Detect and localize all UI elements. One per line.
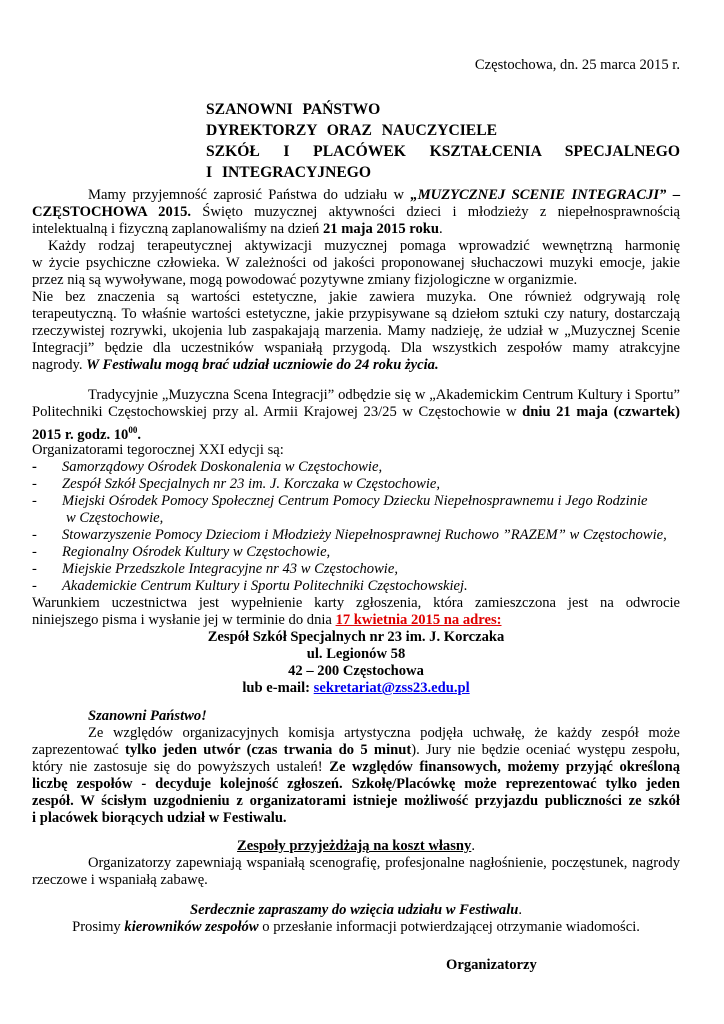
email-link[interactable]: sekretariat@zss23.edu.pl — [313, 680, 470, 696]
deadline-date: 17 kwietnia 2015 na adres: — [335, 612, 502, 628]
intro-line-7: Nie bez znaczenia są wartości estetyczne, jakie zawiera muzyka. One również odgrywają rolę — [32, 289, 680, 305]
addressee-line-2: DYREKTORZY ORAZ NAUCZYCIELE — [206, 122, 497, 139]
intro-line-11: nagrody. W Festiwalu mogą brać udział uczniowie do 24 roku życia. — [32, 357, 439, 373]
organizer-item-continuation: w Częstochowie, — [66, 510, 164, 526]
address-name: Zespół Szkół Specjalnych nr 23 im. J. Korczaka — [207, 629, 505, 645]
intro-line-4: Każdy rodzaj terapeutycznej aktywizacji muzycznej pomaga wprowadzić wewnętrzną harmonię — [48, 238, 680, 254]
costs-heading: Zespoły przyjeżdżają na koszt własny. — [237, 838, 475, 854]
notice-line-1: Ze względów organizacyjnych komisja artystyczna podjęła uchwałę, że każdy zespół może — [88, 725, 680, 741]
festival-date: 21 maja 2015 roku — [322, 221, 440, 237]
notice-line-3: który nie zastosuje się do powyższych ustaleń! Ze względów finansowych, możemy przyjąć określoną — [32, 759, 680, 775]
signature: Organizatorzy — [446, 957, 537, 973]
address-city: 42 – 200 Częstochowa — [288, 663, 424, 679]
notice-line-6: i placówek biorących udział w Festiwalu. — [32, 810, 287, 826]
intro-line-9: rzeczywistej rozrywki, ukojenia lub zaspakajają marzenia. Mamy nadzieję, że udział w „Muzycznej Scenie — [32, 323, 680, 339]
closing-invite: Serdecznie zapraszamy do wzięcia udziału w Festiwalu. — [189, 902, 523, 918]
addressee-line-1: SZANOWNI PAŃSTWO — [206, 101, 381, 118]
venue-line-2: Politechniki Częstochowskiej przy al. Armii Krajowej 23/25 w Częstochowie w dniu 21 maja (czwartek) — [32, 404, 680, 420]
notice-greeting: Szanowni Państwo! — [88, 708, 207, 724]
notice-line-5: zespół. W ścisłym uzgodnieniu z organizatorami istnieje możliwość przyjazdu publiczności ze szkół — [32, 793, 680, 809]
costs-line-1: Organizatorzy zapewniają wspaniałą scenografię, profesjonalne nagłośnienie, poczęstunek, nagrody — [88, 855, 680, 871]
organizer-item: - Zespół Szkół Specjalnych nr 23 im. J. Korczaka w Częstochowie, — [32, 476, 441, 492]
intro-line-5: w życie psychiczne człowieka. W zależności od jakości proponowanej słuchaczowi muzyki emocje, jakie — [32, 255, 680, 271]
addressee-line-3: SZKÓŁ I PLACÓWEK KSZTAŁCENIA SPECJALNEGO — [206, 143, 680, 160]
organizer-item: - Akademickie Centrum Kultury i Sportu Politechniki Częstochowskiej. — [32, 578, 468, 594]
condition-line-1: Warunkiem uczestnictwa jest wypełnienie karty zgłoszenia, która zamieszczona jest na odwrocie — [32, 595, 680, 611]
organizers-heading: Organizatorami tegorocznej XXI edycji są: — [32, 442, 284, 458]
addressee-line-4: I INTEGRACYJNEGO — [206, 164, 371, 181]
organizer-item: - Stowarzyszenie Pomocy Dzieciom i Młodzieży Niepełnosprawnej Ruchowo ”RAZEM” w Częstochowie, — [32, 527, 667, 543]
address-email-line: lub e-mail: sekretariat@zss23.edu.pl — [242, 680, 470, 696]
intro-line-6: przez nią są wywoływane, mogą powodować pozytywne zmiany fizjologiczne w organizmie. — [32, 272, 578, 288]
organizer-item: - Miejski Ośrodek Pomocy Społecznej Centrum Pomocy Dziecku Niepełnosprawnemu i Jego Rodzinie — [32, 493, 648, 509]
closing-request: Prosimy kierowników zespołów o przesłanie informacji potwierdzającej otrzymanie wiadomości. — [72, 919, 640, 935]
organizer-item: - Miejskie Przedszkole Integracyjne nr 43 w Częstochowie, — [32, 561, 398, 577]
intro-line-10: Integracji” będzie dla uczestników wspaniałą przygodą. Dla wszystkich zespołów mamy atrakcyjne — [32, 340, 680, 356]
intro-line-2: CZĘSTOCHOWA 2015. Święto muzycznej aktywności dzieci i młodzieży z niepełnosprawnością — [32, 204, 680, 220]
age-limit-note: W Festiwalu mogą brać udział uczniowie do 24 roku życia. — [86, 357, 439, 373]
intro-line-1: Mamy przyjemność zaprosić Państwa do udziału w „MUZYCZNEJ SCENIE INTEGRACJI” – — [88, 187, 680, 203]
letter-date: Częstochowa, dn. 25 marca 2015 r. — [474, 57, 680, 73]
costs-line-2: rzeczowe i wspaniałą zabawę. — [32, 872, 208, 888]
intro-line-3: intelektualną i fizyczną zaplanowaliśmy na dzień 21 maja 2015 roku. — [32, 221, 443, 237]
venue-line-1: Tradycyjnie „Muzyczna Scena Integracji” odbędzie się w „Akademickim Centrum Kultury i Sportu” — [88, 387, 680, 403]
festival-name: „MUZYCZNEJ SCENIE INTEGRACJI” — [410, 187, 667, 203]
intro-line-8: terapeutyczną. To właśnie wartości estetyczne, jakie przypisywane są dziełom sztuki czy natury, dostarczają — [32, 306, 680, 322]
notice-line-4: liczbę zespołów - decyduje kolejność zgłoszeń. Szkołę/Placówkę może reprezentować tylko jeden — [32, 776, 680, 792]
organizer-item: - Samorządowy Ośrodek Doskonalenia w Częstochowie, — [32, 459, 383, 475]
address-street: ul. Legionów 58 — [306, 646, 406, 662]
organizer-item: - Regionalny Ośrodek Kultury w Częstochowie, — [32, 544, 331, 560]
condition-line-2: niniejszego pisma i wysłanie jej w terminie do dnia 17 kwietnia 2015 na adres: — [32, 612, 502, 628]
venue-line-3: 2015 r. godz. $10^{00}$. — [32, 425, 142, 443]
venue-date: dniu 21 maja (czwartek) — [522, 404, 680, 420]
notice-line-2: zaprezentować tylko jeden utwór (czas trwania do 5 minut). Jury nie będzie oceniać występu zespołu, — [32, 742, 680, 758]
